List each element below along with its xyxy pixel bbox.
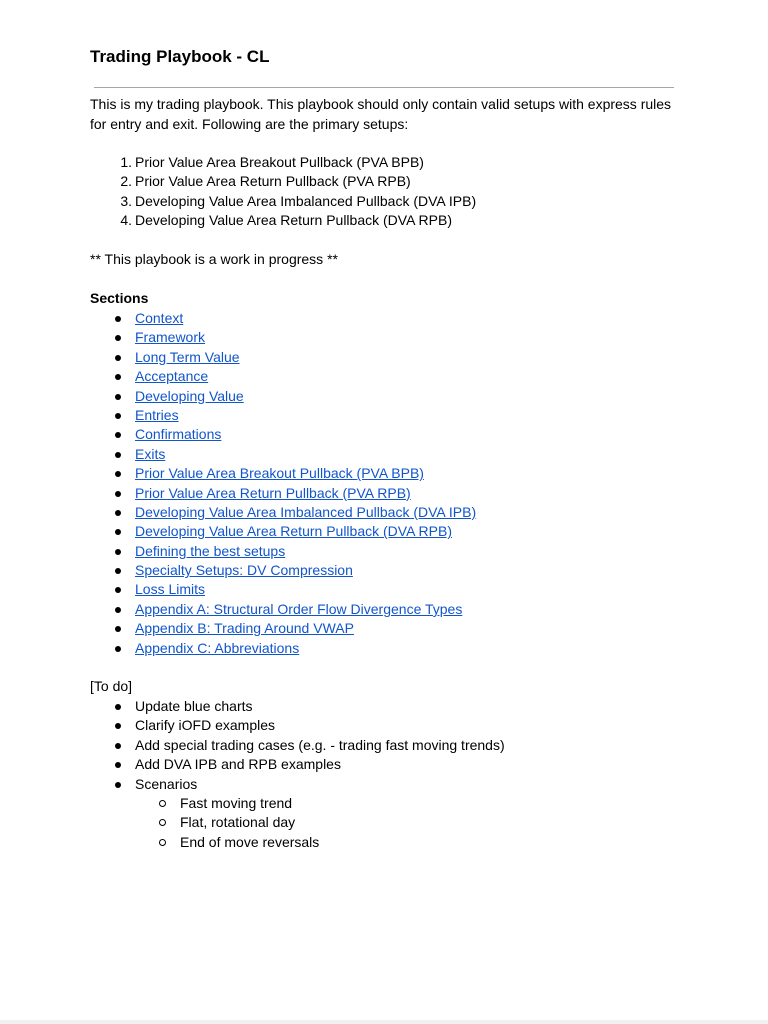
bullet-icon	[115, 413, 121, 419]
section-link-dv-compression[interactable]: Specialty Setups: DV Compression	[135, 562, 353, 579]
bullet-icon	[115, 607, 121, 613]
bullet-icon	[115, 646, 121, 652]
list-item	[90, 406, 476, 425]
sections-heading: Sections	[90, 290, 149, 306]
bullet-icon	[115, 723, 121, 729]
hollow-bullet-icon	[159, 839, 166, 846]
scenario-text: Flat, rotational day	[180, 814, 296, 831]
list-item	[90, 153, 476, 172]
bullet-icon	[115, 374, 121, 380]
list-item	[90, 794, 505, 813]
todo-item-text: Scenarios	[135, 775, 198, 792]
work-in-progress-note: ** This playbook is a work in progress **	[90, 251, 338, 267]
section-link-framework[interactable]: Framework	[135, 329, 206, 346]
document-title: Trading Playbook - CL	[90, 47, 270, 66]
section-link-entries[interactable]: Entries	[135, 406, 179, 423]
list-item	[90, 211, 476, 230]
list-number: 4.	[120, 212, 132, 229]
page-bottom-edge	[0, 1020, 768, 1024]
list-item	[90, 697, 505, 716]
list-item	[90, 425, 476, 444]
list-item	[90, 328, 476, 347]
list-item	[90, 561, 476, 580]
list-item	[90, 619, 476, 638]
list-item	[90, 639, 476, 658]
todo-list	[90, 697, 505, 852]
bullet-icon	[115, 316, 121, 322]
section-link-confirmations[interactable]: Confirmations	[135, 426, 222, 443]
setup-text: Prior Value Area Return Pullback (PVA RPB)	[135, 173, 411, 190]
list-item	[90, 580, 476, 599]
bullet-icon	[115, 355, 121, 361]
list-item	[90, 736, 505, 755]
list-item	[90, 503, 476, 522]
list-item	[90, 522, 476, 541]
section-link-pva-rpb[interactable]: Prior Value Area Return Pullback (PVA RPB)	[135, 484, 411, 501]
list-item	[90, 464, 476, 483]
bullet-icon	[115, 471, 121, 477]
hollow-bullet-icon	[159, 819, 166, 826]
section-link-best-setups[interactable]: Defining the best setups	[135, 542, 286, 559]
list-item	[90, 348, 476, 367]
bullet-icon	[115, 762, 121, 768]
section-link-appendix-b[interactable]: Appendix B: Trading Around VWAP	[135, 620, 354, 637]
list-item	[90, 775, 505, 794]
bullet-icon	[115, 587, 121, 593]
list-number: 3.	[120, 192, 132, 209]
setup-text: Developing Value Area Imbalanced Pullback (DVA IPB)	[135, 192, 477, 209]
scenario-text: End of move reversals	[180, 833, 320, 850]
list-number: 2.	[120, 173, 132, 190]
section-link-long-term-value[interactable]: Long Term Value	[135, 348, 240, 365]
sections-list	[90, 309, 476, 658]
list-item	[90, 367, 476, 386]
list-item	[90, 387, 476, 406]
section-link-dva-rpb[interactable]: Developing Value Area Return Pullback (DVA RPB)	[135, 523, 452, 540]
section-link-acceptance[interactable]: Acceptance	[135, 368, 209, 385]
bullet-icon	[115, 335, 121, 341]
bullet-icon	[115, 510, 121, 516]
bullet-icon	[115, 432, 121, 438]
section-link-context[interactable]: Context	[135, 310, 184, 326]
horizontal-divider	[94, 87, 674, 88]
setup-text: Developing Value Area Return Pullback (DVA RPB)	[135, 212, 452, 229]
bullet-icon	[115, 626, 121, 632]
list-item	[90, 600, 476, 619]
section-link-appendix-a[interactable]: Appendix A: Structural Order Flow Divergence Types	[135, 600, 463, 617]
list-item	[90, 172, 476, 191]
bullet-icon	[115, 704, 121, 710]
bullet-icon	[115, 549, 121, 555]
section-link-pva-bpb[interactable]: Prior Value Area Breakout Pullback (PVA BPB)	[135, 465, 424, 482]
list-item	[90, 309, 476, 328]
todo-item-text: Clarify iOFD examples	[135, 717, 276, 734]
bullet-icon	[115, 452, 121, 458]
bullet-icon	[115, 743, 121, 749]
section-link-developing-value[interactable]: Developing Value	[135, 387, 244, 404]
bullet-icon	[115, 568, 121, 574]
bullet-icon	[115, 782, 121, 788]
list-item	[90, 192, 476, 211]
hollow-bullet-icon	[159, 800, 166, 807]
list-item	[90, 716, 505, 735]
setup-text: Prior Value Area Breakout Pullback (PVA BPB)	[135, 154, 424, 170]
list-item	[90, 755, 505, 774]
list-item	[90, 445, 476, 464]
list-item	[90, 542, 476, 561]
section-link-appendix-c[interactable]: Appendix C: Abbreviations	[135, 639, 300, 656]
section-link-dva-ipb[interactable]: Developing Value Area Imbalanced Pullback (DVA IPB)	[135, 503, 477, 520]
scenario-text: Fast moving trend	[180, 794, 293, 811]
list-item	[90, 833, 505, 852]
todo-item-text: Add special trading cases (e.g. - trading fast moving trends)	[135, 736, 505, 753]
intro-paragraph: This is my trading playbook. This playbook should only contain valid setups with express rules for entry and exit. Following are the primary setups:	[90, 96, 672, 132]
primary-setups-list	[90, 153, 476, 231]
list-item	[90, 484, 476, 503]
section-link-loss-limits[interactable]: Loss Limits	[135, 581, 206, 598]
list-number: 1.	[120, 154, 132, 170]
bullet-icon	[115, 529, 121, 535]
section-link-exits[interactable]: Exits	[135, 445, 166, 462]
todo-heading: [To do]	[90, 678, 133, 694]
list-item	[90, 813, 505, 832]
todo-item-text: Add DVA IPB and RPB examples	[135, 756, 341, 773]
bullet-icon	[115, 491, 121, 497]
todo-item-text: Update blue charts	[135, 698, 253, 714]
bullet-icon	[115, 394, 121, 400]
